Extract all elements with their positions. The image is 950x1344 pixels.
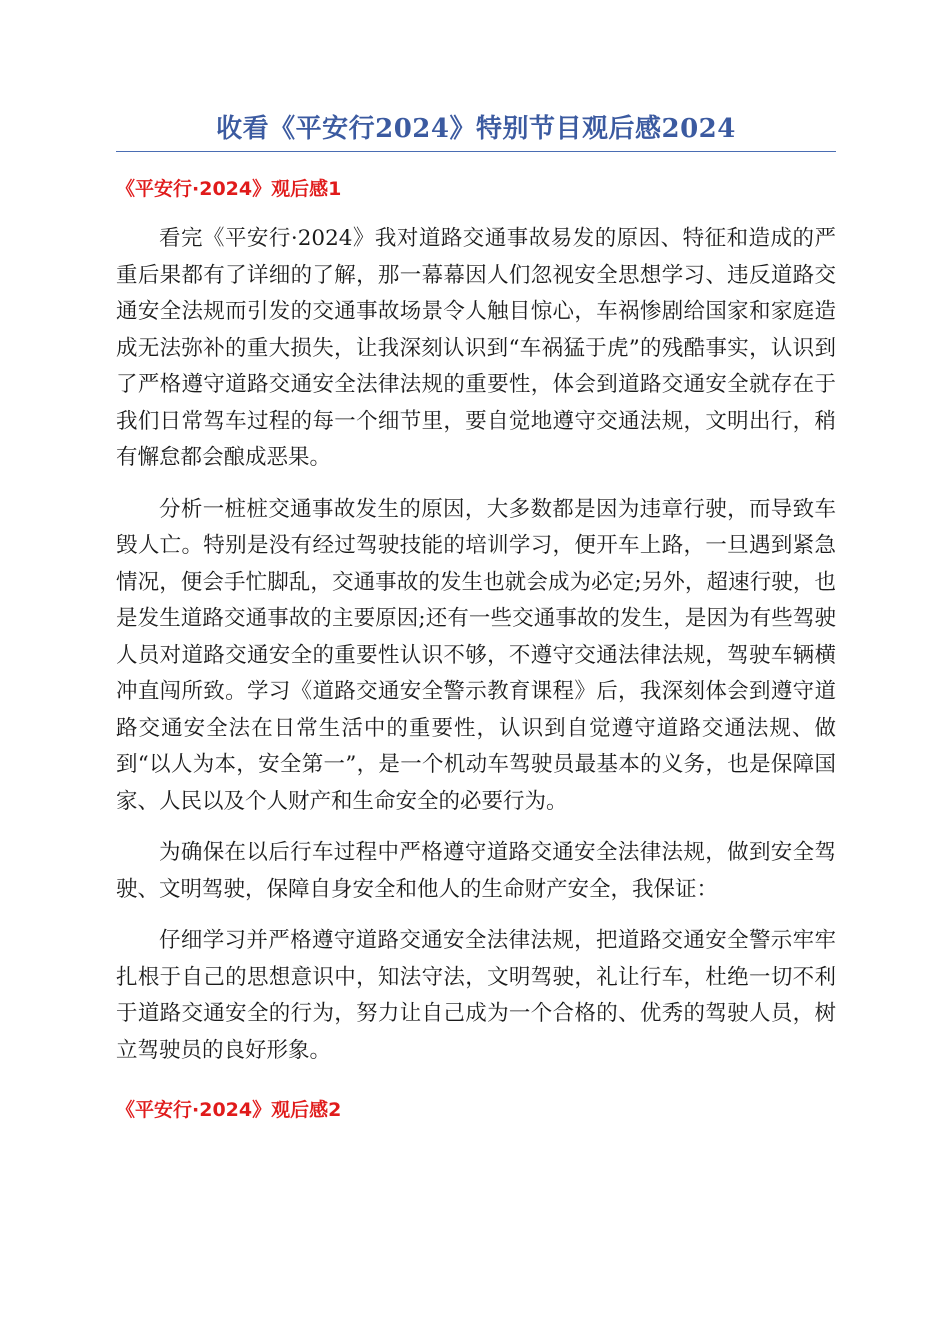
- section-heading-1: 《平安行·2024》观后感1: [116, 178, 342, 200]
- paragraph-4: 仔细学习并严格遵守道路交通安全法律法规，把道路交通安全警示牢牢扎根于自己的思想意识中，知法守法，文明驾驶，礼让行车，杜绝一切不利于道路交通安全的行为，努力让自己成为一个合格的、优秀的驾驶人员，树立驾驶员的良好形象。: [116, 928, 836, 1063]
- paragraph-3: 为确保在以后行车过程中严格遵守道路交通安全法律法规，做到安全驾驶、文明驾驶，保障自身安全和他人的生命财产安全，我保证：: [116, 840, 836, 902]
- paragraph-1: 看完《平安行·2024》我对道路交通事故易发的原因、特征和造成的严重后果都有了详细的了解，那一幕幕因人们忽视安全思想学习、违反道路交通安全法规而引发的交通事故场景令人触目惊心，车祸惨剧给国家和家庭造成无法弥补的重大损失，让我深刻认识到“车祸猛于虎”的残酷事实，认识到了严格遵守道路交通安全法律法规的重要性，体会到道路交通安全就存在于我们日常驾车过程的每一个细节里，要自觉地遵守交通法规，文明出行，稍有懈怠都会酿成恶果。: [116, 226, 836, 470]
- paragraph-2: 分析一桩桩交通事故发生的原因，大多数都是因为违章行驶，而导致车毁人亡。特别是没有经过驾驶技能的培训学习，便开车上路，一旦遇到紧急情况，便会手忙脚乱，交通事故的发生也就会成为必定;另外，超速行驶，也是发生道路交通事故的主要原因;还有一些交通事故的发生，是因为有些驾驶人员对道路交通安全的重要性认识不够，不遵守交通法律法规，驾驶车辆横冲直闯所致。学习《道路交通安全警示教育课程》后，我深刻体会到遵守道路交通安全法在日常生活中的重要性，认识到自觉遵守道路交通法规、做到“以人为本，安全第一”，是一个机动车驾驶员最基本的义务，也是保障国家、人民以及个人财产和生命安全的必要行为。: [116, 496, 836, 814]
- section-heading-2: 《平安行·2024》观后感2: [116, 1099, 342, 1121]
- document-title: 收看《平安行2024》特别节目观后感2024: [116, 108, 836, 152]
- document-page: [116, 108, 836, 1122]
